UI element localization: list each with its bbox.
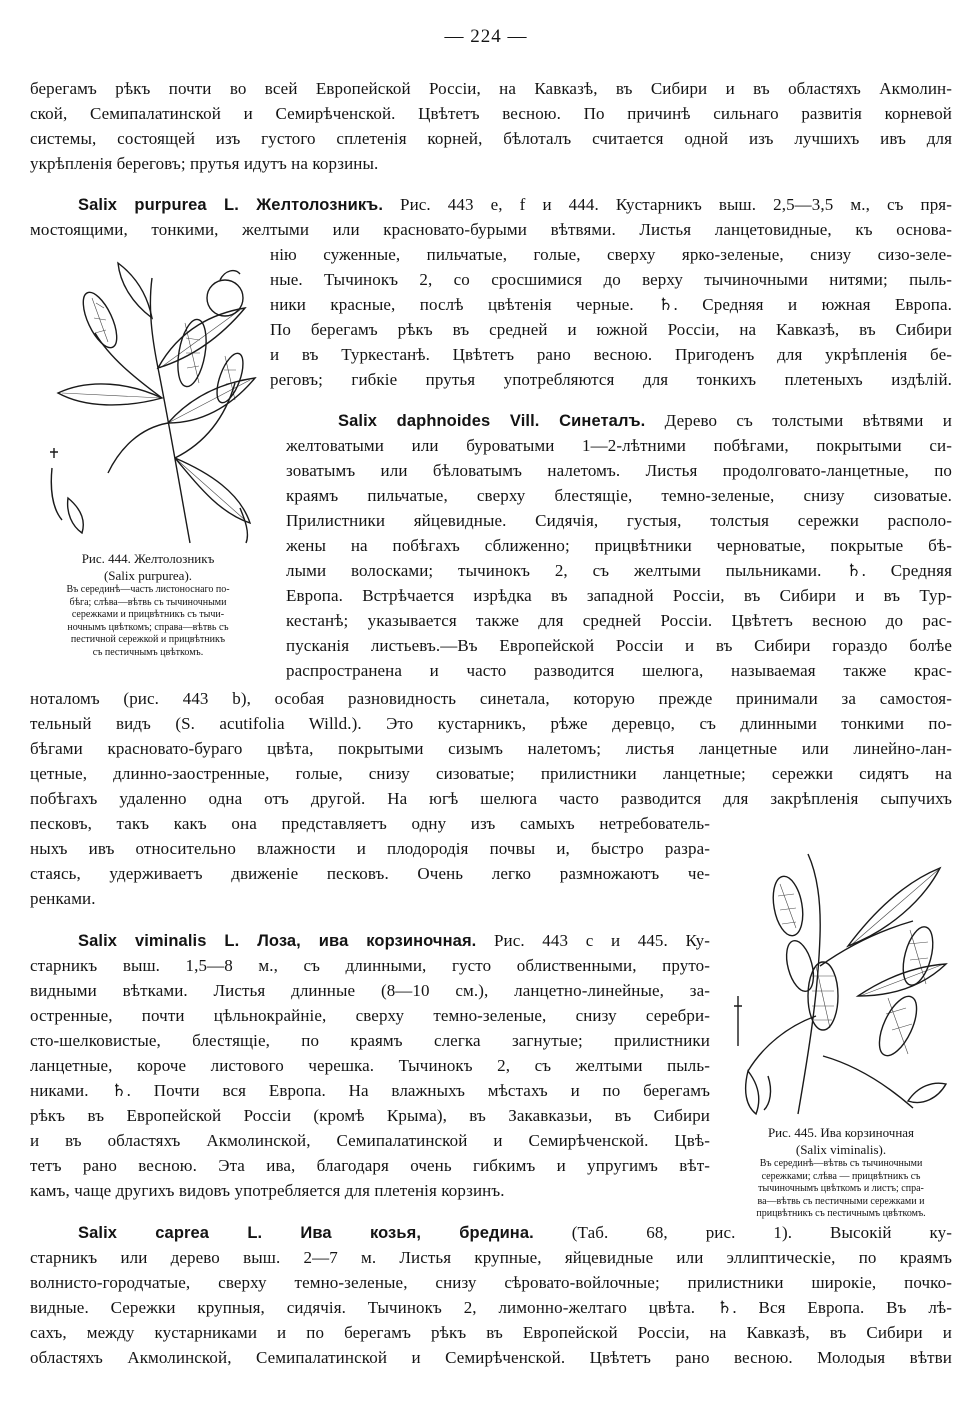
text-line: старникъ или дерево выш. 2—7 м. Листья крупные, яйцевидные или эллиптическіе, по краямъ (30, 1248, 952, 1267)
text-line: По берегамъ рѣкъ въ средней и южной Россіи, на Кавказѣ, въ Сибири (270, 320, 952, 339)
text-line: цетные, длинно-заостренные, голые, снизу сизоватые; прилистники ланцетные; сережки сидятъ на (30, 764, 952, 783)
figure-445-caption (716, 1124, 966, 1221)
text-line: пусканія листьевъ.—Въ Европейской Россіи и въ Сибири гораздо болѣе (286, 636, 952, 655)
text-line: рѣкъ въ Европейской Россіи (кромѣ Крыма), въ Закавказьи, въ Сибири (30, 1106, 710, 1125)
species-heading-line: Salix caprea L. Ива козья, бредина. (Таб. 68, рис. 1). Высокій ку- (78, 1223, 952, 1242)
species-name: Salix purpurea L. Желтолозникъ. (78, 196, 383, 214)
text-line: остренные, почти цѣльнокрайніе, сверху темно-зеленые, снизу серебри- (30, 1006, 710, 1025)
text-line: реговъ; гибкіе прутья употребляются для тонкихъ плетеныхъ издѣлій. (270, 370, 952, 389)
text-line: ренками. (30, 889, 96, 908)
text-line: лыми волосками; тычинокъ 2, съ желтыми пыльниками. ♄. Средняя (286, 561, 952, 580)
species-heading-line: Salix viminalis L. Лоза, ива корзиночная. Рис. 443 с и 445. Ку- (78, 931, 710, 950)
text-line: сахъ, между кустарниками и по берегамъ рѣкъ въ Европейской Россіи, на Кавказѣ, въ Сибири и (30, 1323, 952, 1342)
text-line: и въ Туркестанѣ. Цвѣтетъ рано весною. Пригоденъ для укрѣпленія бе- (270, 345, 952, 364)
text-line: мостоящими, тонкими, желтыми или красновато-бурыми вѣтвями. Листья ланцетовидные, къ основа- (30, 220, 952, 239)
text-line: никами. ♄. Почти вся Европа. На влажныхъ мѣстахъ и по берегамъ (30, 1081, 710, 1100)
text-line: ные. Тычинокъ 2, со сросшимися до верху тычиночными нитями; пыль- (270, 270, 952, 289)
figure-title: Рис. 445. Ива корзиночная (767, 1125, 915, 1140)
text-line: краямъ пильчатые, сверху блестящіе, темно-зеленые, снизу сизоватые. (286, 486, 952, 505)
figure-desc-line: бѣга; слѣва—вѣтвь съ тычиночными (69, 596, 227, 608)
text-line: видные. Сережки крупныя, сидячія. Тычинокъ 2, лимонно-желтаго цвѣта. ♄. Вся Европа. Въ лѣ- (30, 1298, 952, 1317)
text-line: распространена и часто разводится шелюга, называемая также краc- (286, 661, 952, 680)
species-heading-line: Salix purpurea L. Желтолозникъ. Рис. 443 е, f и 444. Кустарникъ выш. 2,5—3,5 м., съ пря- (78, 195, 952, 214)
text-line: камъ, чаще другихъ видовъ употребляется для плетенія корзинъ. (30, 1181, 505, 1200)
species-name: Salix viminalis L. Лоза, ива корзиночная. (78, 932, 477, 950)
text-line: нію суженные, пильчатые, голые, сверху ярко-зеленые, снизу сизо-зеле- (270, 245, 952, 264)
figure-title: Рис. 444. Желтолозникъ (81, 551, 215, 566)
page-number: — 224 — (444, 26, 528, 47)
figure-latin: (Salix viminalis). (795, 1142, 887, 1157)
text-line: системы, состоящей изъ густого сплетенія корней, бѣлоталъ считается одной изъ лучшихъ ивъ для (30, 129, 952, 148)
text-line: Прилистники яйцевидные. Сидячія, густыя, толстыя сережки располо- (286, 511, 952, 530)
text-line: волнисто-городчатые, сверху темно-зеленые, снизу сѣровато-войлочные; прилистники широкіе, почко- (30, 1273, 952, 1292)
text-line: ники красные, послѣ цвѣтенія черные. ♄. Средняя и южная Европа. (270, 295, 952, 314)
salix-purpurea-illustration (40, 258, 266, 548)
text-line: сто-шелковистые, блестящіе, по краямъ слегка загнутые; прилистники (30, 1031, 710, 1050)
figure-desc-line: прицвѣтникъ съ пестичнымъ цвѣткомъ. (756, 1208, 926, 1219)
text-line: ской, Семипалатинской и Семирѣченской. Цвѣтетъ весною. По причинѣ сильнаго развитія корневой (30, 104, 952, 123)
text-line: ныхъ ивъ относительно влажности и плодородія почвы и, быстро разра- (30, 839, 710, 858)
salix-viminalis-illustration (728, 846, 954, 1118)
text-line: бѣгами красновато-бураго цвѣта, покрытыми сизымъ налетомъ; листья ланцетные или линейно-лан- (30, 739, 952, 758)
text-line: укрѣпленія береговъ; прутья идутъ на корзины. (30, 154, 379, 173)
text-line: побѣгахъ удаленно одна отъ другой. На югѣ шелюга часто разводится для закрѣпленія сыпучихъ (30, 789, 952, 808)
species-name: Salix daphnoides Vill. Синеталъ. (338, 412, 646, 430)
text-line: жены на побѣгахъ сближенно; прицвѣтники черноватые, покрытые бѣ- (286, 536, 952, 555)
text-line: стаясь, удерживаетъ движеніе песковъ. Очень легко размножаютъ че- (30, 864, 710, 883)
figure-latin: (Salix purpurea). (103, 568, 193, 583)
species-heading-line: Salix daphnoides Vill. Синеталъ. Дерево съ толстыми вѣтвями и (338, 411, 952, 430)
text-line: ноталомъ (рис. 443 b), особая разновидность синетала, которую прежде принимали за самостоя- (30, 689, 952, 708)
text-line: старникъ выш. 1,5—8 м., съ длинными, густо облиственными, пруто- (30, 956, 710, 975)
text-line: ланцетные, короче листового черешка. Тычинокъ 2, съ желтыми пыль- (30, 1056, 710, 1075)
figure-444-caption (28, 550, 268, 659)
figure-desc-line: ва—вѣтвь съ пестичными сережками и (757, 1195, 925, 1207)
text-line: и въ областяхъ Акмолинской, Семипалатинской и Семирѣченской. Цвѣ- (30, 1131, 710, 1150)
text-line: берегамъ рѣкъ почти во всей Европейской Россіи, на Кавказѣ, въ Сибири и въ областяхъ Акмолин- (30, 79, 952, 98)
text-line: кестанѣ; указывается также для средней Россіи. Цвѣтетъ весною до рас- (286, 611, 952, 630)
figure-desc-line: сережками и прицвѣтникъ съ тычи- (71, 609, 225, 620)
text-line: тетъ рано весною. Эта ива, благодаря очень гибкимъ и упругимъ вѣт- (30, 1156, 710, 1175)
figure-desc-line: Въ серединѣ—часть листоноснаго по- (66, 584, 230, 595)
text-line: зоватымъ или бѣловатымъ налетомъ. Листья продолговато-ланцетные, по (286, 461, 952, 480)
figure-desc-line: Въ серединѣ—вѣтвь съ тычиночными (759, 1158, 923, 1169)
text-line: Европа. Встрѣчается изрѣдка въ западной Россіи, въ Сибири и въ Тур- (286, 586, 952, 605)
species-name: Salix caprea L. Ива козья, бредина. (78, 1224, 534, 1242)
figure-desc-line: сережками; слѣва — прицвѣтникъ съ (761, 1170, 921, 1182)
text-line: видными вѣтками. Листья длинные (8—10 см.), ланцетно-линейные, за- (30, 981, 710, 1000)
text-line: тельный видъ (S. acutifolia Willd.). Это кустарникъ, рѣже деревцо, съ длинными тонкими по- (30, 714, 952, 733)
text-line: областяхъ Акмолинской, Семипалатинской и Семирѣченской. Цвѣтетъ рано весною. Молодыя вѣтви (30, 1348, 952, 1367)
text-line: желтоватыми или буроватыми 1—2-лѣтними побѣгами, покрытыми си- (286, 436, 952, 455)
figure-desc-line: съ пестичнымъ цвѣткомъ. (92, 646, 204, 658)
figure-desc-line: пестичной сережкой и прицвѣтникъ (70, 634, 226, 645)
text-line: песковъ, такъ какъ она представляетъ одну изъ самыхъ нетребователь- (30, 814, 710, 833)
figure-desc-line: тычиночнымъ цвѣткомъ и листъ; спра- (758, 1183, 924, 1194)
figure-desc-line: ночнымъ цвѣткомъ; справа—вѣтвь съ (67, 621, 229, 633)
